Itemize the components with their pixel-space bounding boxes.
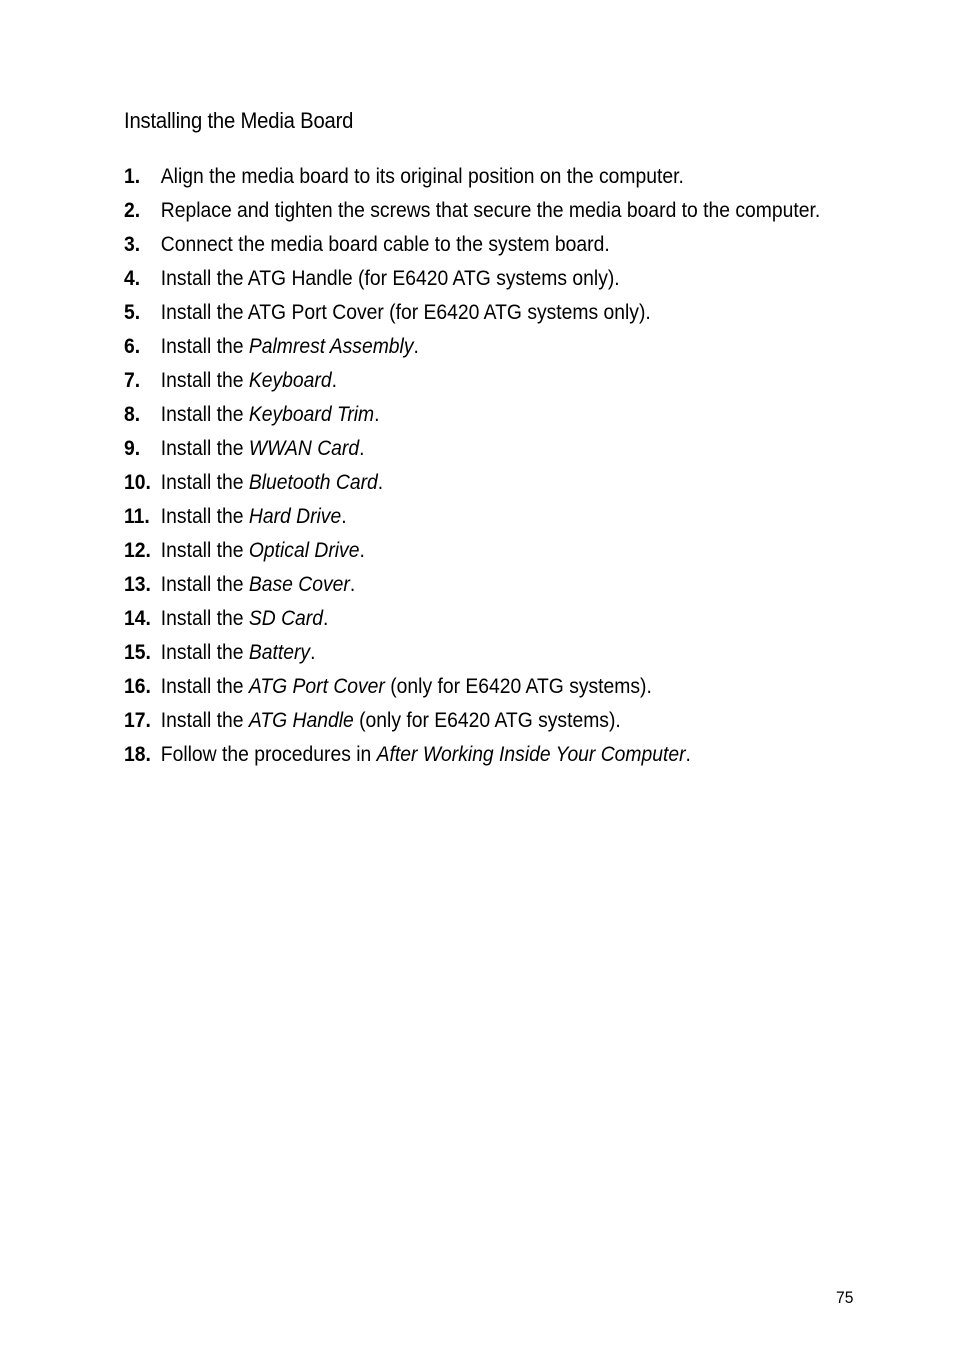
step-text: [161, 505, 347, 528]
procedure-step: [124, 163, 860, 190]
step-text-suffix: .: [359, 539, 365, 562]
step-text: [161, 437, 365, 460]
step-number: 2.: [124, 199, 141, 222]
step-text-reference: Battery: [248, 641, 311, 664]
step-text-suffix: (only for E6420 ATG systems).: [353, 709, 621, 732]
step-text: [161, 335, 419, 358]
step-text-plain: Connect the media board cable to the system board.: [160, 233, 610, 256]
step-text-plain: Follow the procedures in: [160, 743, 377, 766]
procedure-step: [124, 741, 860, 768]
procedure-step: [124, 503, 860, 530]
step-text-plain: Install the: [160, 505, 249, 528]
step-text-reference: Palmrest Assembly: [248, 335, 414, 358]
step-number: 16.: [124, 675, 151, 698]
step-text-suffix: (only for E6420 ATG systems).: [384, 675, 652, 698]
step-text-reference: Bluetooth Card: [248, 471, 378, 494]
step-text-suffix: .: [322, 607, 329, 630]
step-text-reference: Keyboard Trim: [248, 403, 375, 426]
step-text: [161, 233, 610, 256]
procedure-step: [124, 435, 860, 462]
step-text-reference: ATG Handle: [248, 709, 354, 732]
step-text: [161, 301, 651, 324]
step-text: [161, 573, 355, 596]
step-text-plain: Install the: [160, 573, 249, 596]
step-text-plain: Install the: [160, 335, 249, 358]
step-text-plain: Install the: [160, 471, 249, 494]
step-number: 6.: [124, 335, 141, 358]
step-text-plain: Install the: [160, 675, 249, 698]
procedure-step: [124, 333, 860, 360]
step-text-suffix: .: [374, 403, 380, 426]
procedure-step: [124, 265, 860, 292]
step-text-reference: ATG Port Cover: [248, 675, 385, 698]
step-text-plain: Replace and tighten the screws that secure the media board to the computer.: [160, 199, 821, 222]
step-text-reference: Optical Drive: [248, 539, 360, 562]
step-number: 18.: [124, 743, 151, 766]
step-number: 7.: [124, 369, 141, 392]
step-number: 11.: [124, 505, 150, 528]
section-heading: Installing the Media Board: [124, 108, 354, 133]
step-text-reference: WWAN Card: [248, 437, 360, 460]
step-text-reference: After Working Inside Your Computer: [376, 743, 686, 766]
step-text-plain: Install the: [160, 403, 249, 426]
step-text-suffix: .: [413, 335, 419, 358]
procedure-step: [124, 197, 860, 224]
step-text: [161, 675, 652, 698]
step-number: 15.: [124, 641, 151, 664]
procedure-step: [124, 469, 860, 496]
step-number: 17.: [124, 709, 151, 732]
step-number: 4.: [124, 267, 141, 290]
step-text: [161, 199, 820, 222]
step-text: [161, 641, 316, 664]
step-text-plain: Install the: [160, 607, 249, 630]
step-text: [161, 743, 691, 766]
step-text-suffix: .: [685, 743, 691, 766]
step-text-reference: Hard Drive: [248, 505, 342, 528]
step-text-reference: SD Card: [248, 607, 323, 630]
step-text: [161, 165, 684, 188]
procedure-step: [124, 401, 860, 428]
procedure-step: [124, 537, 860, 564]
step-number: 13.: [124, 573, 151, 596]
step-text: [161, 369, 337, 392]
procedure-steps-list: [124, 163, 824, 775]
step-text-plain: Install the ATG Port Cover (for E6420 ATG systems only).: [160, 301, 651, 324]
step-text: [161, 709, 621, 732]
procedure-step: [124, 707, 860, 734]
step-text-plain: Install the: [160, 641, 249, 664]
step-text-suffix: .: [349, 573, 356, 596]
step-text: [161, 539, 365, 562]
step-number: 10.: [124, 471, 151, 494]
step-text-plain: Install the: [160, 369, 249, 392]
step-number: 8.: [124, 403, 141, 426]
step-text-plain: Install the: [160, 709, 249, 732]
step-text-suffix: .: [359, 437, 365, 460]
step-number: 3.: [124, 233, 141, 256]
step-number: 9.: [124, 437, 141, 460]
step-text-suffix: .: [377, 471, 384, 494]
page-number: 75: [836, 1288, 854, 1307]
step-text-plain: Install the: [160, 539, 249, 562]
procedure-step: [124, 605, 860, 632]
step-text: [161, 403, 380, 426]
procedure-step: [124, 639, 860, 666]
step-text-suffix: .: [310, 641, 316, 664]
step-text-plain: Align the media board to its original position on the computer.: [160, 165, 684, 188]
step-text-reference: Base Cover: [248, 573, 350, 596]
step-number: 12.: [124, 539, 151, 562]
procedure-step: [124, 299, 860, 326]
procedure-step: [124, 571, 860, 598]
step-number: 1.: [124, 165, 141, 188]
step-text: [161, 267, 620, 290]
step-text-plain: Install the: [160, 437, 249, 460]
procedure-step: [124, 367, 860, 394]
step-text: [161, 471, 383, 494]
procedure-step: [124, 673, 860, 700]
procedure-step: [124, 231, 860, 258]
step-number: 14.: [124, 607, 151, 630]
step-text-plain: Install the ATG Handle (for E6420 ATG systems only).: [160, 267, 620, 290]
step-text: [161, 607, 329, 630]
step-text-suffix: .: [341, 505, 347, 528]
step-text-suffix: .: [331, 369, 337, 392]
step-number: 5.: [124, 301, 141, 324]
step-text-reference: Keyboard: [248, 369, 332, 392]
